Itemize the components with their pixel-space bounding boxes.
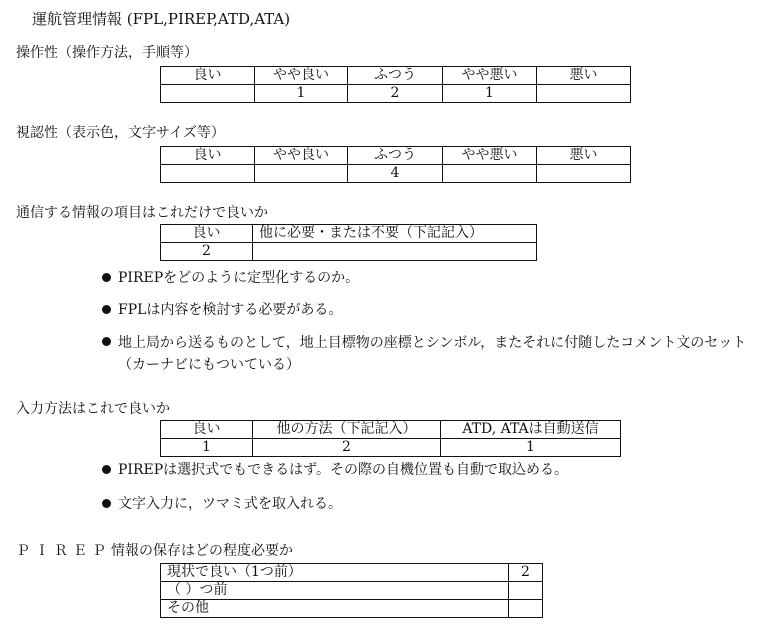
value-cell [255, 165, 348, 183]
table-row [161, 165, 631, 183]
table-header-row [161, 421, 621, 439]
value-cell: 1 [441, 439, 621, 457]
label-cell: 現状で良い（1つ前） [161, 564, 509, 582]
header-cell: 他に必要・または不要（下記記入） [253, 225, 537, 243]
storage-heading-pirep: ＰＩＲＥＰ [16, 543, 111, 559]
table-header-row [161, 225, 537, 243]
table-row [161, 243, 537, 261]
header-cell: やや良い [255, 147, 348, 165]
value-cell: 4 [348, 165, 443, 183]
value-cell: 1 [443, 85, 537, 103]
comment-text: PIREPをどのように定型化するのか。 [118, 270, 360, 286]
input-table [160, 420, 621, 457]
table-row [161, 600, 543, 618]
comment-text: PIREPは選択式でもできるはず。その際の自機位置も自動で取込める。 [118, 462, 569, 478]
header-cell: ふつう [348, 147, 443, 165]
value-cell: 1 [161, 439, 253, 457]
operability-heading: 操作性（操作方法，手順等） [16, 45, 198, 61]
label-cell: （ ）つ前 [161, 582, 509, 600]
header-cell: ふつう [348, 67, 443, 85]
visibility-table [160, 146, 631, 183]
table-header-row [161, 67, 631, 85]
header-cell: やや良い [255, 67, 348, 85]
bullet-icon [102, 499, 111, 508]
operability-table [160, 66, 631, 103]
table-row [161, 439, 621, 457]
page-title: 運航管理情報 (FPL,PIREP,ATD,ATA) [32, 10, 291, 28]
bullet-icon [102, 465, 111, 474]
table-header-row [161, 147, 631, 165]
header-cell: 良い [161, 421, 253, 439]
table-row [161, 564, 543, 582]
storage-table [160, 563, 543, 618]
items-table [160, 224, 537, 261]
value-cell: 1 [255, 85, 348, 103]
value-cell [161, 85, 255, 103]
visibility-heading: 視認性（表示色，文字サイズ等） [16, 125, 225, 141]
value-cell [537, 85, 631, 103]
value-cell: 2 [509, 564, 543, 582]
value-cell [509, 582, 543, 600]
header-cell: 良い [161, 147, 255, 165]
table-row [161, 582, 543, 600]
input-heading: 入力方法はこれで良いか [16, 401, 170, 417]
comment-text: FPLは内容を検討する必要がある。 [118, 302, 343, 318]
table-row [161, 85, 631, 103]
header-cell: 悪い [537, 67, 631, 85]
header-cell: 良い [161, 225, 253, 243]
value-cell [253, 243, 537, 261]
comment-text: 地上局から送るものとして，地上目標物の座標とシンボル，またそれに付随したコメント文のセット（カーナビにもついている） [118, 335, 747, 373]
header-cell: やや悪い [443, 67, 537, 85]
header-cell: 良い [161, 67, 255, 85]
value-cell: 2 [253, 439, 441, 457]
header-cell: 悪い [537, 147, 631, 165]
label-cell: その他 [161, 600, 509, 618]
header-cell: ATD, ATAは自動送信 [441, 421, 621, 439]
header-cell: 他の方法（下記記入） [253, 421, 441, 439]
value-cell [161, 165, 255, 183]
value-cell [443, 165, 537, 183]
value-cell [537, 165, 631, 183]
value-cell [509, 600, 543, 618]
bullet-icon [102, 337, 111, 346]
storage-heading [16, 540, 293, 560]
items-heading: 通信する情報の項目はこれだけで良いか [16, 205, 268, 221]
value-cell: 2 [161, 243, 253, 261]
value-cell: 2 [348, 85, 443, 103]
header-cell: やや悪い [443, 147, 537, 165]
bullet-icon [102, 305, 111, 314]
bullet-icon [102, 273, 111, 282]
comment-text: 文字入力に，ツマミ式を取入れる。 [118, 496, 342, 512]
storage-heading-text: 情報の保存はどの程度必要か [111, 543, 293, 559]
